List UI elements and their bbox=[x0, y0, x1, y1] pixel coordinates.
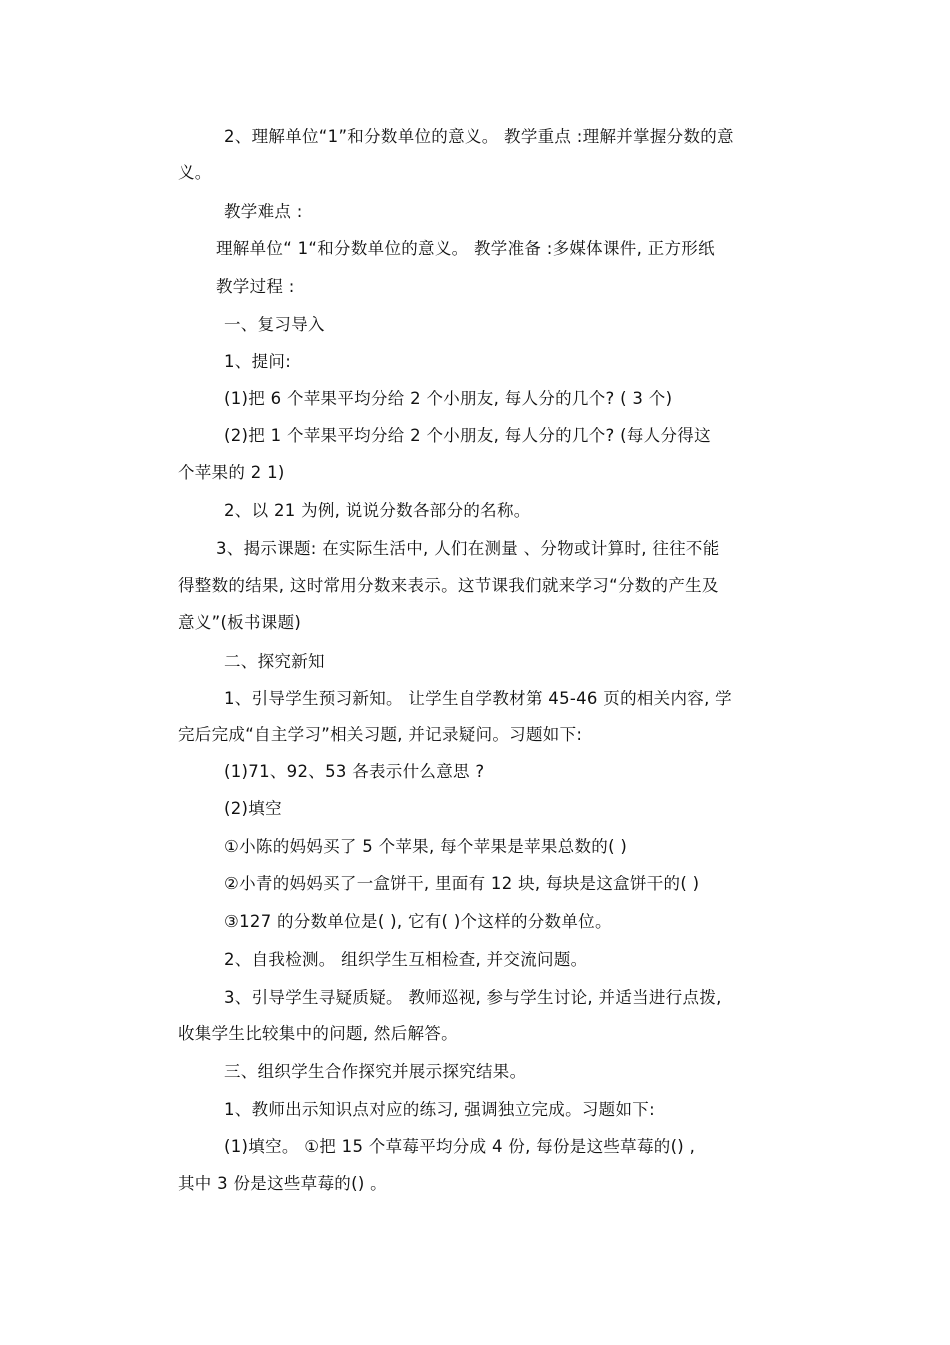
text-line: 教学难点 : bbox=[224, 202, 303, 221]
text-line: 1、引导学生预习新知。 让学生自学教材第 45-46 页的相关内容, 学 bbox=[224, 689, 732, 708]
text-line: ②小青的妈妈买了一盒饼干, 里面有 12 块, 每块是这盒饼干的( ) bbox=[224, 874, 700, 893]
text-line: (2)把 1 个苹果平均分给 2 个小朋友, 每人分的几个? (每人分得这 bbox=[224, 426, 711, 445]
text-line: 教学过程 : bbox=[216, 277, 295, 296]
section-heading: 二、探究新知 bbox=[224, 652, 325, 671]
section-heading: 一、复习导入 bbox=[224, 315, 325, 334]
text-line: (1)填空。 ①把 15 个草莓平均分成 4 份, 每份是这些草莓的() , bbox=[224, 1137, 696, 1156]
text-line: 1、教师出示知识点对应的练习, 强调独立完成。习题如下: bbox=[224, 1100, 655, 1119]
text-line: 2、理解单位“1”和分数单位的意义。 教学重点 :理解并掌握分数的意 bbox=[224, 127, 734, 146]
text-line: 收集学生比较集中的问题, 然后解答。 bbox=[178, 1024, 458, 1043]
text-line: 3、引导学生寻疑质疑。 教师巡视, 参与学生讨论, 并适当进行点拨, bbox=[224, 988, 722, 1007]
text-line: 其中 3 份是这些草莓的() 。 bbox=[178, 1174, 387, 1193]
text-line: 义。 bbox=[178, 163, 212, 182]
text-line: (1)把 6 个苹果平均分给 2 个小朋友, 每人分的几个? ( 3 个) bbox=[224, 389, 673, 408]
text-line: (1)71、92、53 各表示什么意思 ? bbox=[224, 762, 485, 781]
text-line: 理解单位“ 1“和分数单位的意义。 教学准备 :多媒体课件, 正方形纸 bbox=[216, 239, 715, 258]
text-line: 1、提问: bbox=[224, 352, 292, 371]
text-line: ③127 的分数单位是( ), 它有( )个这样的分数单位。 bbox=[224, 912, 612, 931]
text-line: 3、揭示课题: 在实际生活中, 人们在测量 、分物或计算时, 往往不能 bbox=[216, 539, 720, 558]
section-heading: 三、组织学生合作探究并展示探究结果。 bbox=[224, 1062, 527, 1081]
text-line: 2、以 21 为例, 说说分数各部分的名称。 bbox=[224, 501, 531, 520]
text-line: (2)填空 bbox=[224, 799, 282, 818]
text-line: 得整数的结果, 这时常用分数来表示。这节课我们就来学习“分数的产生及 bbox=[178, 576, 719, 595]
text-line: ①小陈的妈妈买了 5 个苹果, 每个苹果是苹果总数的( ) bbox=[224, 837, 628, 856]
text-line: 个苹果的 2 1) bbox=[178, 463, 285, 482]
text-line: 2、自我检测。 组织学生互相检查, 并交流问题。 bbox=[224, 950, 588, 969]
text-line: 意义”(板书课题) bbox=[178, 613, 302, 632]
text-line: 完后完成“自主学习”相关习题, 并记录疑问。习题如下: bbox=[178, 725, 583, 744]
